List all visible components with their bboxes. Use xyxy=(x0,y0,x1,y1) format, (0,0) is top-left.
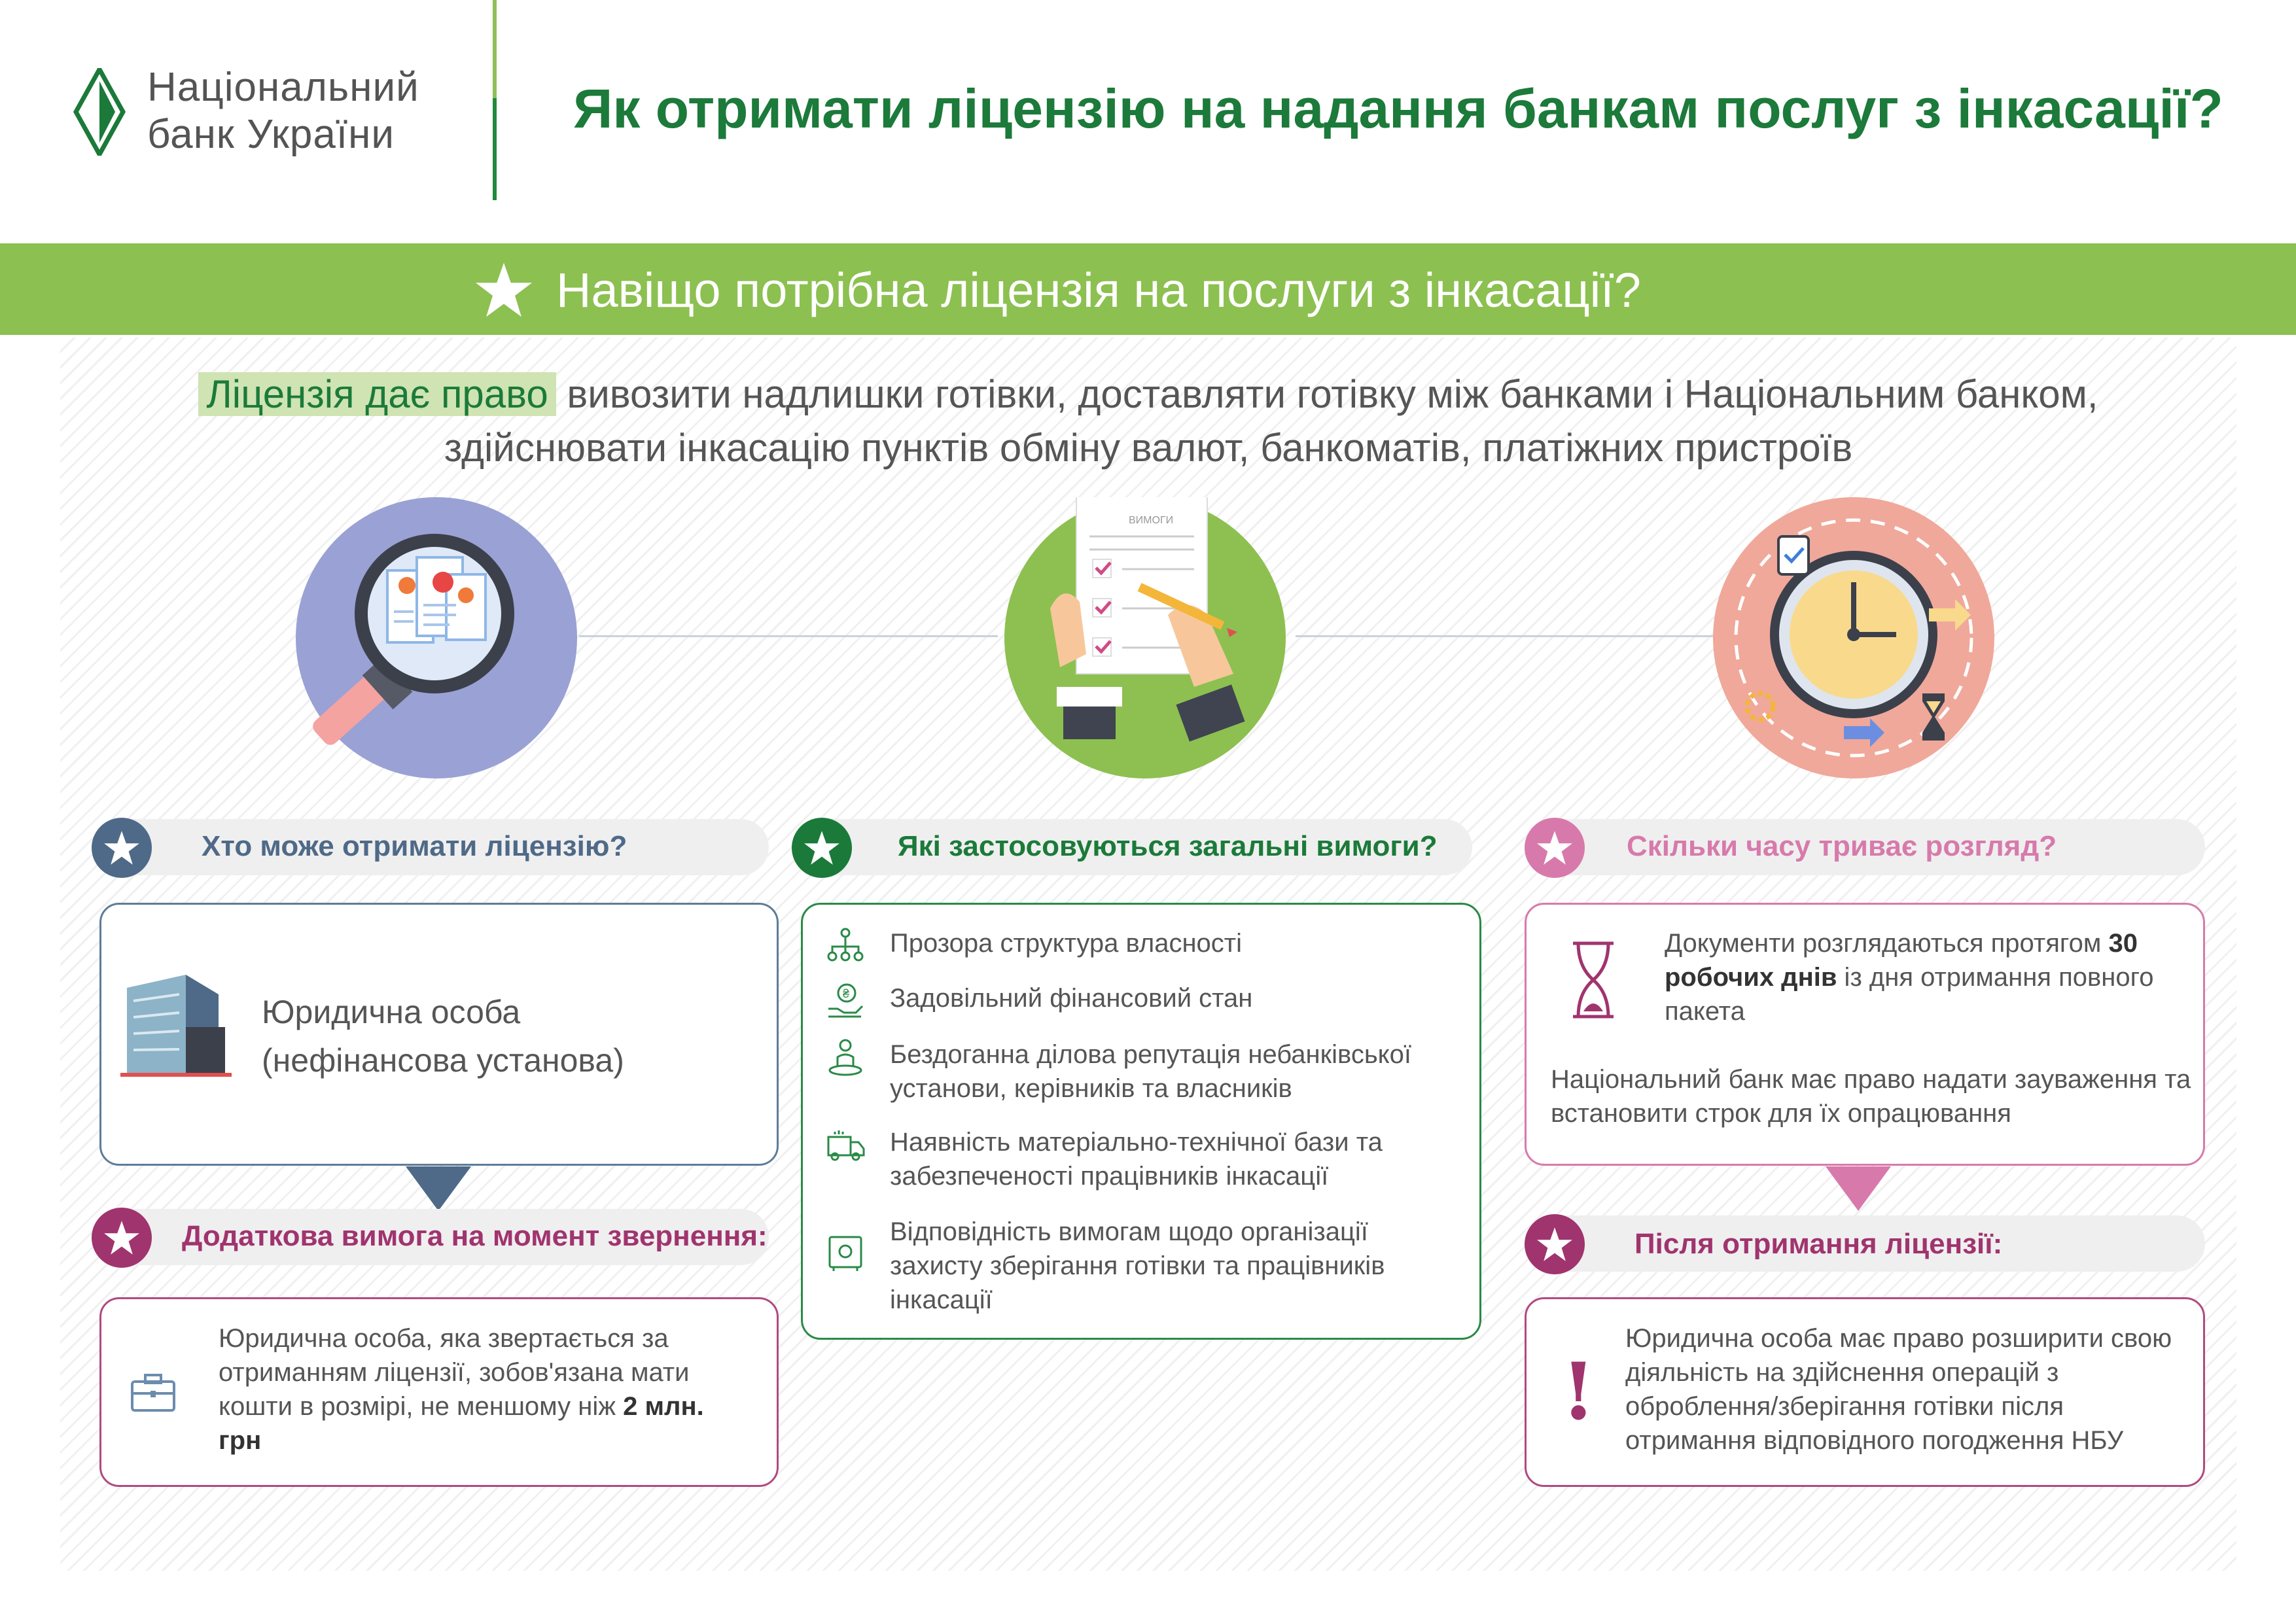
nbu-logo-icon xyxy=(73,68,126,156)
who-line-2: (нефінансова установа) xyxy=(262,1042,624,1079)
requirements-form-illustration xyxy=(1004,497,1286,778)
requirement-item xyxy=(826,926,1454,966)
requirement-item xyxy=(826,1215,1454,1317)
star-icon xyxy=(792,818,852,878)
connector-line xyxy=(579,635,998,637)
exclamation-icon: ! xyxy=(1561,1346,1596,1438)
armored-van-icon xyxy=(826,1125,865,1164)
star-icon xyxy=(1525,818,1585,878)
magnifier-icon xyxy=(296,497,577,778)
intro-text xyxy=(118,368,2179,475)
logo-line-2: банк України xyxy=(147,112,395,157)
reputation-person-icon xyxy=(826,1038,865,1077)
requirements-title: Які застосовуються загальні вимоги? xyxy=(898,830,1438,862)
banner-title: Навіщо потрібна ліцензія на послуги з інкасації? xyxy=(556,263,1641,317)
time-title: Скільки часу триває розгляд? xyxy=(1627,830,2057,862)
intro-body: вивозити надлишки готівки, доставляти готівку між банками і Національним банком, здійснювати інкасацію пунктів обміну валют, банкоматів, платіжних пристроїв xyxy=(444,372,2098,470)
briefcase-icon xyxy=(130,1371,177,1413)
star-icon xyxy=(474,262,533,318)
arrow-down-icon xyxy=(406,1166,471,1211)
page-title: Як отримати ліцензію на надання банкам послуг з інкасації? xyxy=(573,78,2223,139)
extra-text-body: Юридична особа, яка звертається за отриманням ліцензії, зобов'язана мати кошти в розмірі, не меншому ніж xyxy=(219,1324,690,1421)
star-icon xyxy=(92,1208,152,1268)
after-title: Після отримання ліцензії: xyxy=(1634,1228,2003,1260)
requirement-text: Відповідність вимогам щодо організації захисту зберігання готівки та працівників інкасації xyxy=(890,1217,1385,1314)
extra-amount: 2 млн. грн xyxy=(219,1392,704,1455)
clock-icon xyxy=(1713,497,1994,778)
extra-text xyxy=(219,1321,729,1457)
svg-text:₴: ₴ xyxy=(843,987,850,1000)
who-text xyxy=(262,988,624,1085)
clock-illustration xyxy=(1713,497,1994,778)
money-hand-icon xyxy=(826,981,865,1021)
star-icon xyxy=(1525,1214,1585,1274)
requirement-text: Задовільний фінансовий стан xyxy=(890,984,1253,1013)
ownership-structure-icon xyxy=(826,926,865,966)
after-text: Юридична особа має право розширити свою діяльність на здійснення операцій з оброблення/зберігання готівки після отримання відповідного погодження НБУ xyxy=(1625,1324,2172,1455)
magnifier-documents-illustration xyxy=(296,497,577,778)
who-title: Хто може отримати ліцензію? xyxy=(202,830,627,862)
requirement-item xyxy=(826,1125,1454,1193)
time-days: 30 робочих днів xyxy=(1665,929,2138,992)
requirement-text: Прозора структура власності xyxy=(890,929,1242,958)
who-line-1: Юридична особа xyxy=(262,994,521,1030)
star-icon xyxy=(92,818,152,878)
requirement-text: Наявність матеріально-технічної бази та забезпеченості працівників інкасації xyxy=(890,1128,1383,1191)
hourglass-icon xyxy=(1570,941,1616,1019)
requirement-item xyxy=(826,1038,1454,1106)
logo-line-1: Національний xyxy=(147,65,419,110)
safe-icon xyxy=(826,1233,865,1272)
intro-highlight: Ліцензія дає право xyxy=(198,372,556,416)
connector-line xyxy=(1296,635,1714,637)
extra-title: Додаткова вимога на момент звернення: xyxy=(182,1220,768,1252)
time-text-part-2: із дня отримання повного пакета xyxy=(1665,963,2154,1026)
header-divider xyxy=(493,0,497,200)
nbu-logo-text xyxy=(147,64,419,158)
requirements-sheet-label: ВИМОГИ xyxy=(1129,515,1174,526)
requirement-text: Бездоганна ділова репутація небанківської установи, керівників та власників xyxy=(890,1040,1411,1103)
time-text-part-1: Документи розглядаються протягом xyxy=(1665,929,2109,958)
requirement-item xyxy=(826,981,1454,1021)
office-building-icon xyxy=(120,968,232,1083)
time-text-primary xyxy=(1665,926,2181,1028)
checklist-icon xyxy=(1004,497,1286,778)
time-text-secondary: Національний банк має право надати зауваження та встановити строк для їх опрацювання xyxy=(1551,1065,2191,1128)
arrow-down-icon xyxy=(1826,1166,1891,1211)
